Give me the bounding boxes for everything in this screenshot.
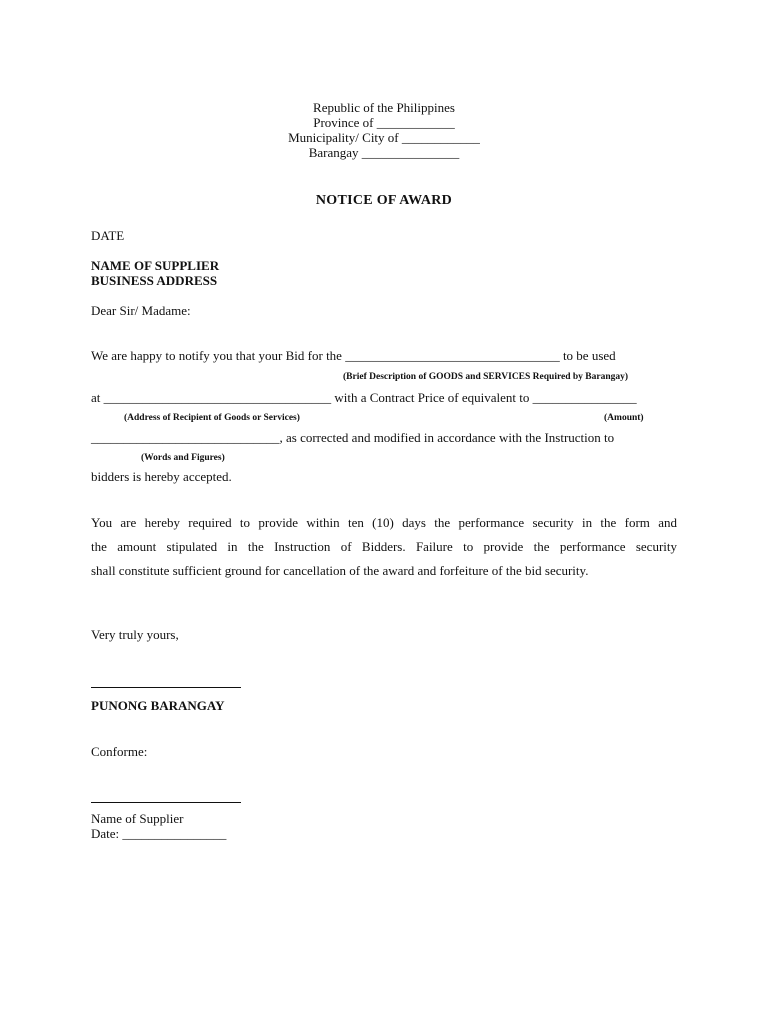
- para1-line2: at ___________________________________ with a Contract Price of equivalent to ________________: [91, 390, 637, 405]
- header-republic: Republic of the Philippines: [313, 100, 455, 115]
- signatory-title: PUNONG BARANGAY: [91, 698, 225, 713]
- supplier-date-label: Date: ________________: [91, 826, 227, 841]
- para1-line3: _____________________________, as corrected and modified in accordance with the Instruction to: [91, 430, 615, 445]
- document-title: NOTICE OF AWARD: [315, 193, 453, 208]
- salutation: Dear Sir/ Madame:: [91, 303, 191, 318]
- supplier-name-label: NAME OF SUPPLIER: [91, 258, 220, 273]
- header-municipality: Municipality/ City of ____________: [288, 130, 480, 145]
- note-words-figures: (Words and Figures): [141, 453, 225, 463]
- para1-line4: bidders is hereby accepted.: [91, 469, 232, 484]
- para2-line3: shall constitute sufficient ground for cancellation of the award and forfeiture of the bid security.: [91, 563, 589, 578]
- business-address-label: BUSINESS ADDRESS: [91, 273, 218, 288]
- para2: [91, 511, 677, 583]
- closing: Very truly yours,: [91, 627, 179, 642]
- signature-line-supplier: [91, 802, 241, 803]
- conforme-label: Conforme:: [91, 744, 148, 759]
- para2-line2: the amount stipulated in the Instruction of Bidders. Failure to provide the performance security: [91, 539, 677, 554]
- para1-line1: We are happy to notify you that your Bid for the _________________________________ to be used: [91, 348, 616, 363]
- note-address-recipient: (Address of Recipient of Goods or Services): [124, 413, 300, 423]
- date-label: DATE: [91, 228, 125, 243]
- header-province: Province of ____________: [313, 115, 455, 130]
- header-barangay: Barangay _______________: [308, 145, 460, 160]
- para2-line1: You are hereby required to provide within ten (10) days the performance security in the form and: [91, 515, 677, 530]
- supplier-sign-label: Name of Supplier: [91, 811, 184, 826]
- note-amount: (Amount): [604, 413, 644, 423]
- signature-line-barangay: [91, 687, 241, 688]
- note-goods-services: (Brief Description of GOODS and SERVICES Required by Barangay): [343, 372, 629, 382]
